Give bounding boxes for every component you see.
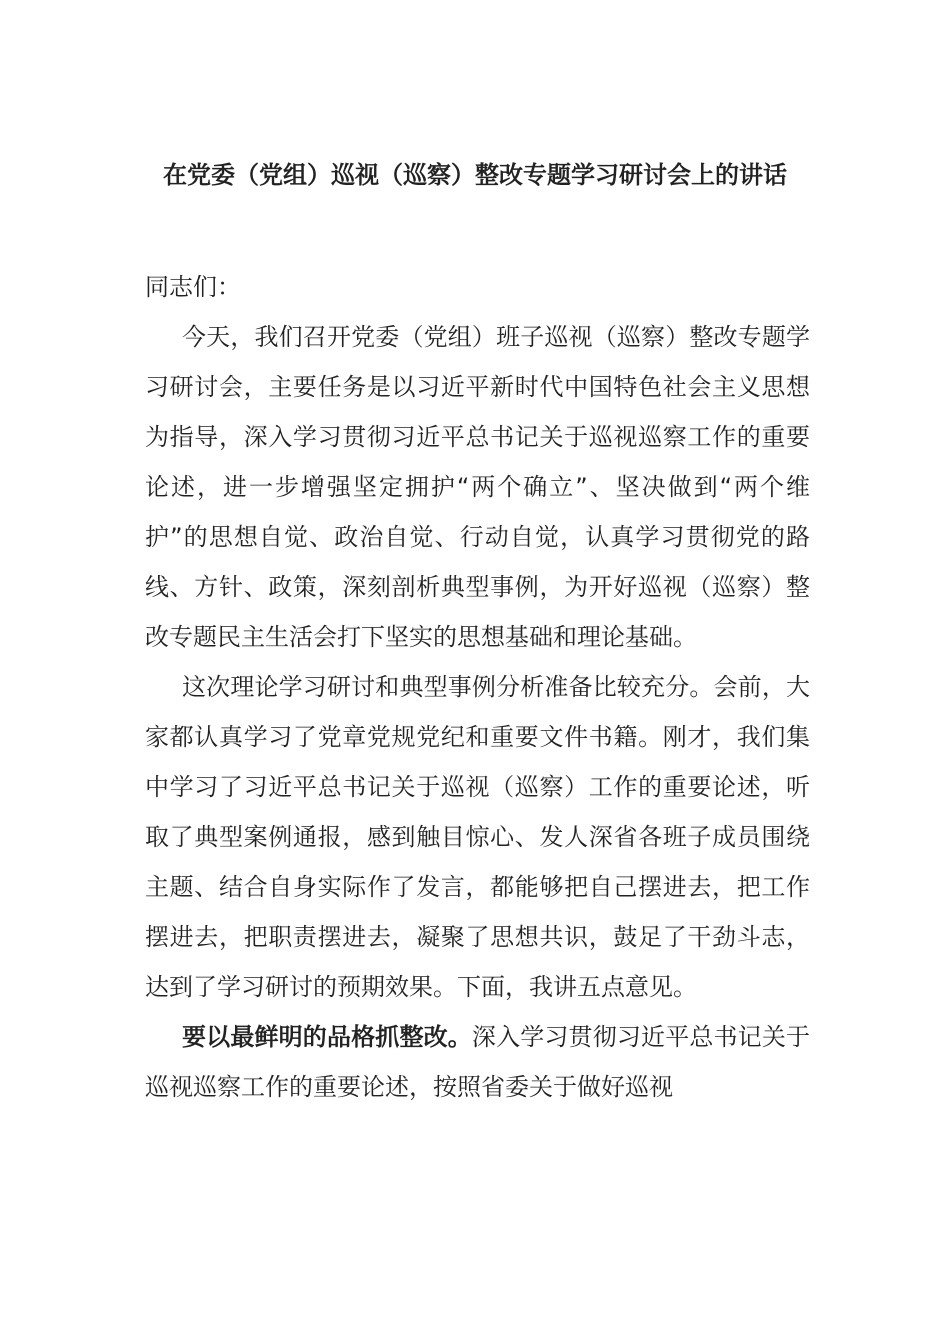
paragraph-review: 这次理论学习研讨和典型事例分析准备比较充分。会前，大家都认真学习了党章党规党纪和重要文件书籍。刚才，我们集中学习了习近平总书记关于巡视（巡察）工作的重要论述，听取了典型案例通报，感到触目惊心、发人深省各班子成员围绕主题、结合自身实际作了发言，都能够把自己摆进去，把工作摆进去，把职责摆进去，凝聚了思想共识，鼓足了干劲斗志，达到了学习研讨的预期效果。下面，我讲五点意见。 — [145, 673, 810, 1001]
document-title: 在党委（党组）巡视（巡察）整改专题学习研讨会上的讲话 — [163, 161, 787, 189]
paragraph-point-one — [145, 1012, 810, 1112]
point-heading: 要以最鲜明的品格抓整改。 — [182, 1023, 472, 1051]
paragraph-opening: 今天，我们召开党委（党组）班子巡视（巡察）整改专题学习研讨会，主要任务是以习近平新时代中国特色社会主义思想为指导，深入学习贯彻习近平总书记关于巡视巡察工作的重要论述，进一步增强坚定拥护“两个确立”、坚决做到“两个维护”的思想自觉、政治自觉、行动自觉，认真学习贯彻党的路线、方针、政策，深刻剖析典型事例，为开好巡视（巡察）整改专题民主生活会打下坚实的思想基础和理论基础。 — [145, 323, 810, 651]
point-text: 深入学习贯彻习近平总书记关于巡视巡察工作的重要论述，按照省委关于做好巡视 — [145, 1023, 811, 1101]
salutation: 同志们： — [145, 273, 241, 301]
document-body — [145, 262, 810, 1112]
